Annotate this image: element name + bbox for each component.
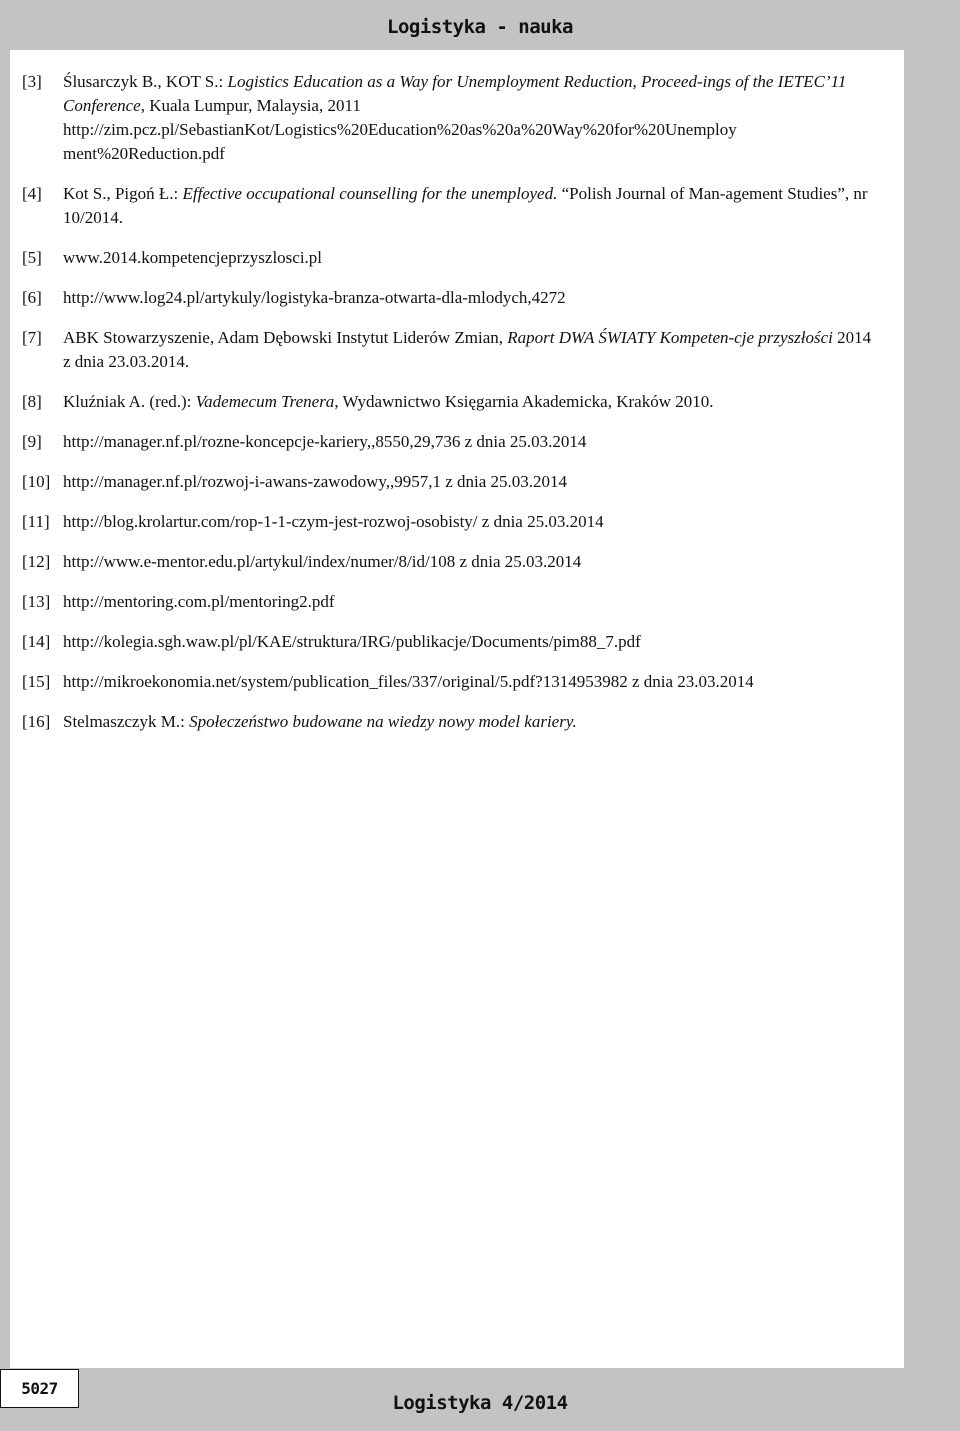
reference-text xyxy=(63,288,566,307)
reference-text xyxy=(63,632,641,651)
reference-text xyxy=(63,328,871,371)
reference-list xyxy=(22,70,882,750)
reference-number: [4] xyxy=(22,184,42,203)
reference-text xyxy=(63,432,586,451)
reference-text-segment: http://manager.nf.pl/rozne-koncepcje-kariery,,8550,29,736 z dnia 25.03.2014 xyxy=(63,432,587,451)
reference-text xyxy=(63,592,335,611)
reference-item xyxy=(22,70,882,166)
reference-text xyxy=(63,184,868,227)
running-header-title: Logistyka - nauka xyxy=(387,16,573,38)
reference-text-segment: http://mentoring.com.pl/mentoring2.pdf xyxy=(63,592,335,611)
reference-text-segment: http://www.log24.pl/artykuly/logistyka-branza-otwarta-dla-mlodych,4272 xyxy=(63,288,566,307)
reference-number: [3] xyxy=(22,72,42,91)
reference-text xyxy=(63,712,577,731)
reference-text xyxy=(63,472,567,491)
reference-text-segment: ABK Stowarzyszenie, Adam Dębowski Instytut Liderów Zmian, xyxy=(63,328,508,347)
reference-title-italic: Logistics Education as a Way for Unemployment Reduction, Proceed-ings of the IETEC’11 Conference xyxy=(63,72,847,115)
reference-text-segment: www.2014.kompetencjeprzyszlosci.pl xyxy=(63,248,323,267)
reference-item xyxy=(22,510,882,534)
running-footer-journal: Logistyka 4/2014 xyxy=(392,1392,568,1414)
reference-text-segment: http://manager.nf.pl/rozwoj-i-awans-zawodowy,,9957,1 z dnia 25.03.2014 xyxy=(63,472,568,491)
reference-item xyxy=(22,286,882,310)
reference-item xyxy=(22,430,882,454)
page-number: 5027 xyxy=(0,1369,79,1408)
reference-text-segment: Stelmaszczyk M.: xyxy=(63,712,190,731)
reference-item xyxy=(22,470,882,494)
reference-text xyxy=(63,552,581,571)
reference-title-italic: Społeczeństwo budowane na wiedzy nowy model kariery. xyxy=(189,712,577,731)
reference-item xyxy=(22,590,882,614)
reference-title-italic: Raport DWA ŚWIATY Kompeten-cje przyszłości xyxy=(507,328,833,347)
reference-text-segment: http://www.e-mentor.edu.pl/artykul/index/numer/8/id/108 z dnia 25.03.2014 xyxy=(63,552,582,571)
reference-text xyxy=(63,512,604,531)
reference-number: [6] xyxy=(22,288,42,307)
reference-number: [7] xyxy=(22,328,42,347)
reference-text-segment: http://blog.krolartur.com/rop-1-1-czym-jest-rozwoj-osobisty/ z dnia 25.03.2014 xyxy=(63,512,604,531)
reference-number: [8] xyxy=(22,392,42,411)
reference-text xyxy=(63,392,713,411)
reference-text xyxy=(63,672,754,691)
reference-item xyxy=(22,630,882,654)
reference-number: [15] xyxy=(22,672,51,691)
reference-number: [14] xyxy=(22,632,51,651)
reference-item xyxy=(22,710,882,734)
reference-text-segment: Kluźniak A. (red.): xyxy=(63,392,196,411)
reference-number: [5] xyxy=(22,248,42,267)
reference-text-segment: http://mikroekonomia.net/system/publication_files/337/original/5.pdf?1314953982 z dnia 23.03.2014 xyxy=(63,672,754,691)
reference-number: [16] xyxy=(22,712,51,731)
reference-text-segment: “Polish Journal of Man-agement Studies”, nr 10/2014. xyxy=(63,184,868,227)
reference-number: [9] xyxy=(22,432,42,451)
reference-number: [12] xyxy=(22,552,51,571)
reference-item xyxy=(22,670,882,694)
reference-item xyxy=(22,550,882,574)
reference-number: [13] xyxy=(22,592,51,611)
reference-item xyxy=(22,182,882,230)
reference-text-segment: Ślusarczyk B., KOT S.: xyxy=(63,72,228,91)
reference-text xyxy=(63,72,846,163)
reference-item xyxy=(22,246,882,270)
reference-text-segment: Kot S., Pigoń Ł.: xyxy=(63,184,183,203)
reference-number: [10] xyxy=(22,472,51,491)
document-page xyxy=(10,50,904,1368)
reference-text-segment: , Kuala Lumpur, Malaysia, 2011 http://zim.pcz.pl/SebastianKot/Logistics%20Education%20as%20a%20Way%20for%20Unemploy ment%20Reduction.pdf xyxy=(63,96,737,163)
reference-title-italic: Effective occupational counselling for the unemployed. xyxy=(182,184,558,203)
reference-number: [11] xyxy=(22,512,50,531)
reference-item xyxy=(22,326,882,374)
reference-item xyxy=(22,390,882,414)
reference-text-segment: 2014 z dnia 23.03.2014. xyxy=(63,328,872,371)
reference-title-italic: Vademecum Trenera xyxy=(195,392,335,411)
reference-text-segment: http://kolegia.sgh.waw.pl/pl/KAE/struktura/IRG/publikacje/Documents/pim88_7.pdf xyxy=(63,632,641,651)
reference-text xyxy=(63,248,322,267)
reference-text-segment: , Wydawnictwo Księgarnia Akademicka, Kraków 2010. xyxy=(334,392,714,411)
